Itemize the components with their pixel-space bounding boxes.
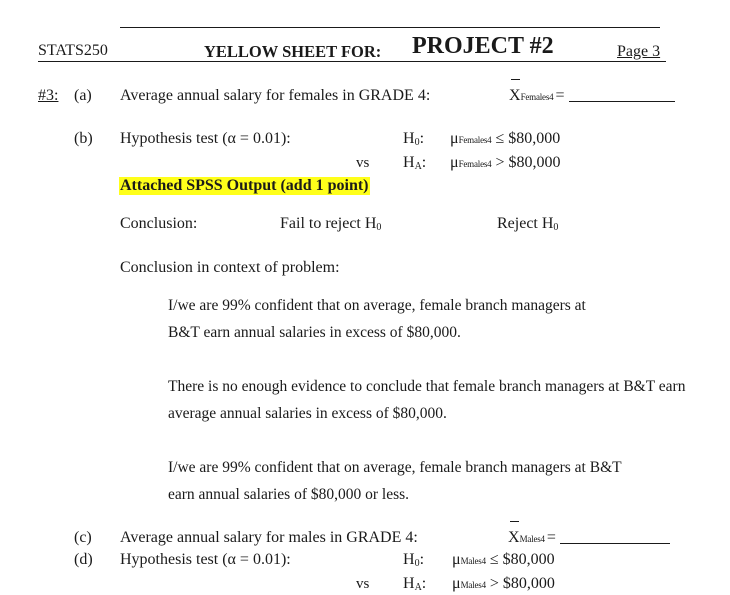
part-b-label: (b) [74, 130, 93, 147]
equals-sign: = [546, 529, 556, 546]
mu-symbol: μ [450, 154, 459, 171]
sheet-label: YELLOW SHEET FOR: [204, 42, 382, 61]
h0-symbol [403, 130, 424, 148]
h0-letter: H [403, 551, 415, 568]
female-mean-stat [509, 87, 675, 105]
h0-colon: : [419, 551, 425, 568]
mu-subscript: Males4 [460, 556, 486, 566]
ha-relation: > $80,000 [495, 154, 561, 171]
vs-label: vs [356, 155, 370, 171]
context-label: Conclusion in context of problem: [120, 259, 340, 276]
reject-option[interactable] [497, 215, 558, 233]
part-c-text: Average annual salary for males in GRADE 4: [120, 529, 418, 546]
mu-symbol: μ [452, 575, 461, 592]
reject-subscript: 0 [553, 222, 559, 233]
mu-symbol: μ [450, 130, 459, 147]
h0-colon: : [419, 130, 425, 147]
h0-statement [450, 130, 560, 148]
mu-subscript: Females4 [458, 135, 492, 145]
xbar-symbol [508, 529, 520, 547]
part-d-label: (d) [74, 551, 93, 568]
equals-sign: = [555, 87, 565, 104]
page-number: Page 3 [617, 43, 661, 60]
question-number: #3: [38, 87, 59, 104]
ha-letter: H [403, 154, 415, 171]
fail-to-reject-option[interactable] [280, 215, 381, 233]
ha-subscript: A [414, 161, 422, 172]
top-rule [120, 27, 660, 28]
h0-letter: H [403, 130, 415, 147]
ha-relation: > $80,000 [489, 575, 555, 592]
ha-symbol [403, 154, 426, 172]
h0-relation: ≤ $80,000 [495, 130, 561, 147]
part-c-label: (c) [74, 529, 92, 546]
mu-symbol: μ [452, 551, 461, 568]
project-title: PROJECT #2 [412, 33, 554, 59]
d-h0-statement [452, 551, 555, 569]
mu-subscript: Females4 [458, 159, 492, 169]
part-b-text: Hypothesis test (α = 0.01): [120, 130, 291, 147]
h0-subscript: 0 [414, 137, 420, 148]
d-h0-symbol [403, 551, 424, 569]
xbar-letter: X [508, 529, 520, 546]
header-rule [38, 61, 666, 62]
fail-subscript: 0 [376, 222, 382, 233]
d-ha-symbol [403, 575, 426, 593]
xbar-subscript: Males4 [519, 534, 545, 544]
male-mean-stat [508, 529, 670, 547]
part-d-text: Hypothesis test (α = 0.01): [120, 551, 291, 568]
h0-subscript: 0 [414, 558, 420, 569]
ha-letter: H [403, 575, 415, 592]
conclusion-option-3[interactable]: I/we are 99% confident that on average, female branch managers at B&T earn annual salaries of $80,000 or less. [168, 459, 622, 503]
course-code: STATS250 [38, 42, 108, 59]
d-ha-statement [452, 575, 555, 593]
ha-colon: : [421, 154, 427, 171]
conclusion-label: Conclusion: [120, 215, 198, 232]
female-mean-answer-blank[interactable] [569, 88, 675, 102]
fail-text: Fail to reject H [280, 215, 377, 232]
ha-statement [450, 154, 561, 172]
ha-subscript: A [414, 582, 422, 593]
part-a-text: Average annual salary for females in GRADE 4: [120, 87, 431, 104]
xbar-symbol [509, 87, 521, 105]
ha-colon: : [421, 575, 427, 592]
conclusion-option-2[interactable]: There is no enough evidence to conclude that female branch managers at B&T earn average annual salaries in excess of $80,000. [168, 378, 686, 422]
part-a-label: (a) [74, 87, 92, 104]
d-vs-label: vs [356, 576, 370, 592]
mu-subscript: Males4 [460, 580, 486, 590]
male-mean-answer-blank[interactable] [560, 530, 670, 544]
attached-spss-output-note: Attached SPSS Output (add 1 point) [120, 177, 369, 194]
conclusion-option-1[interactable]: I/we are 99% confident that on average, female branch managers at B&T earn annual salaries in excess of $80,000. [168, 297, 586, 341]
reject-text: Reject H [497, 215, 554, 232]
h0-relation: ≤ $80,000 [489, 551, 555, 568]
xbar-subscript: Females4 [520, 92, 554, 102]
xbar-letter: X [509, 87, 521, 104]
